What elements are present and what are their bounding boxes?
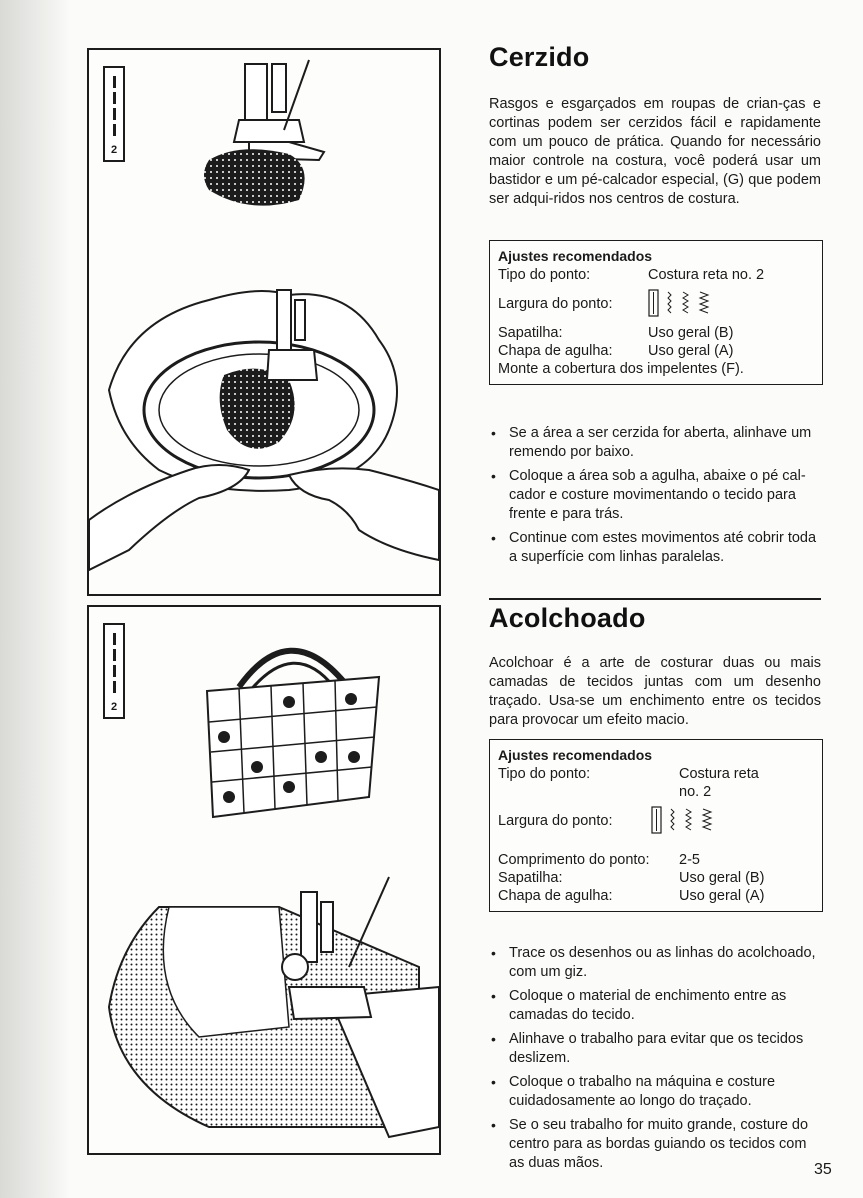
plate-label: Chapa de agulha: [498, 888, 613, 904]
stitch-type-value: Costura reta no. 2 [648, 267, 765, 283]
list-item: • Alinhave o trabalho para evitar que os tecidos deslizem. [489, 1030, 821, 1068]
list-item: • Trace os desenhos ou as linhas do acolchoado, com um giz. [489, 944, 821, 982]
scan-margin-shadow [0, 0, 70, 1198]
settings-note: Monte a cobertura dos impelentes (F). [498, 361, 744, 377]
stitch-type-value: Costura reta [679, 766, 759, 782]
gauge-number: 2 [110, 701, 118, 713]
quilting-illustration [87, 605, 441, 1155]
quilting-settings-box [489, 739, 823, 912]
darning-steps [489, 424, 821, 567]
darning-title: Cerzido [489, 42, 590, 72]
plate-value: Uso geral (A) [648, 343, 734, 359]
section-divider [489, 598, 821, 600]
stitch-width-icon [648, 288, 720, 318]
plate-label: Chapa de agulha: [498, 343, 613, 359]
settings-heading: Ajustes recomendados [498, 747, 653, 763]
quilted-bag-icon [207, 651, 379, 817]
stitch-width-label: Largura do ponto: [498, 296, 613, 312]
list-item: • Se o seu trabalho for muito grande, costure do centro para as bordas guiando os tecidos com as duas mãos. [489, 1116, 821, 1173]
list-item: • Se a área a ser cerzida for aberta, alinhave um remendo por baixo. [489, 424, 821, 462]
list-item: • Coloque o material de enchimento entre as camadas do tecido. [489, 987, 821, 1025]
darning-illustration [87, 48, 441, 596]
stitch-width-icon [651, 805, 723, 835]
foot-value: Uso geral (B) [648, 325, 734, 341]
list-item: • Coloque a área sob a agulha, abaixe o pé cal-cador e costure movimentando o tecido para frente e para trás. [489, 467, 821, 524]
stitch-length-label: Comprimento do ponto: [498, 852, 650, 868]
list-item: • Continue com estes movimentos até cobrir toda a superfície com linhas paralelas. [489, 529, 821, 567]
gauge-number: 2 [110, 144, 118, 156]
foot-label: Sapatilha: [498, 325, 563, 341]
quilting-title: Acolchoado [489, 603, 646, 633]
stitch-width-label: Largura do ponto: [498, 813, 613, 829]
presser-foot-icon [234, 60, 324, 160]
stitch-type-value-number: no. 2 [679, 784, 712, 800]
darning-settings-box [489, 240, 823, 385]
settings-heading: Ajustes recomendados [498, 248, 653, 264]
stitch-length-value: 2-5 [679, 852, 700, 868]
quilting-steps [489, 944, 821, 1173]
stitch-type-label: Tipo do ponto: [498, 267, 591, 283]
page-number: 35 [814, 1161, 832, 1178]
quilting-intro: Acolchoar é a arte de costurar duas ou mais camadas de tecidos juntas com um desenho traçado. Usa-se um enchimento entre os tecidos para provocar um efeito macio. [489, 655, 821, 728]
quilting-drawing [89, 607, 439, 1153]
list-item: • Coloque o trabalho na máquina e costure cuidadosamente ao longo do traçado. [489, 1073, 821, 1111]
darning-drawing [89, 50, 439, 594]
foot-label: Sapatilha: [498, 870, 563, 886]
stitch-type-label: Tipo do ponto: [498, 766, 591, 782]
foot-value: Uso geral (B) [679, 870, 765, 886]
darning-intro: Rasgos e esgarçados em roupas de crian-ças e cortinas podem ser cerzidos fácil e rapidamente com um pouco de prática. Quando for necessário maior controle na costura, você poderá usar um bastidor e um pé-calcador especial, (G) que podem ser adqui-ridos nos centros de costura. [489, 96, 821, 207]
darned-patch-icon [204, 149, 305, 205]
plate-value: Uso geral (A) [679, 888, 765, 904]
